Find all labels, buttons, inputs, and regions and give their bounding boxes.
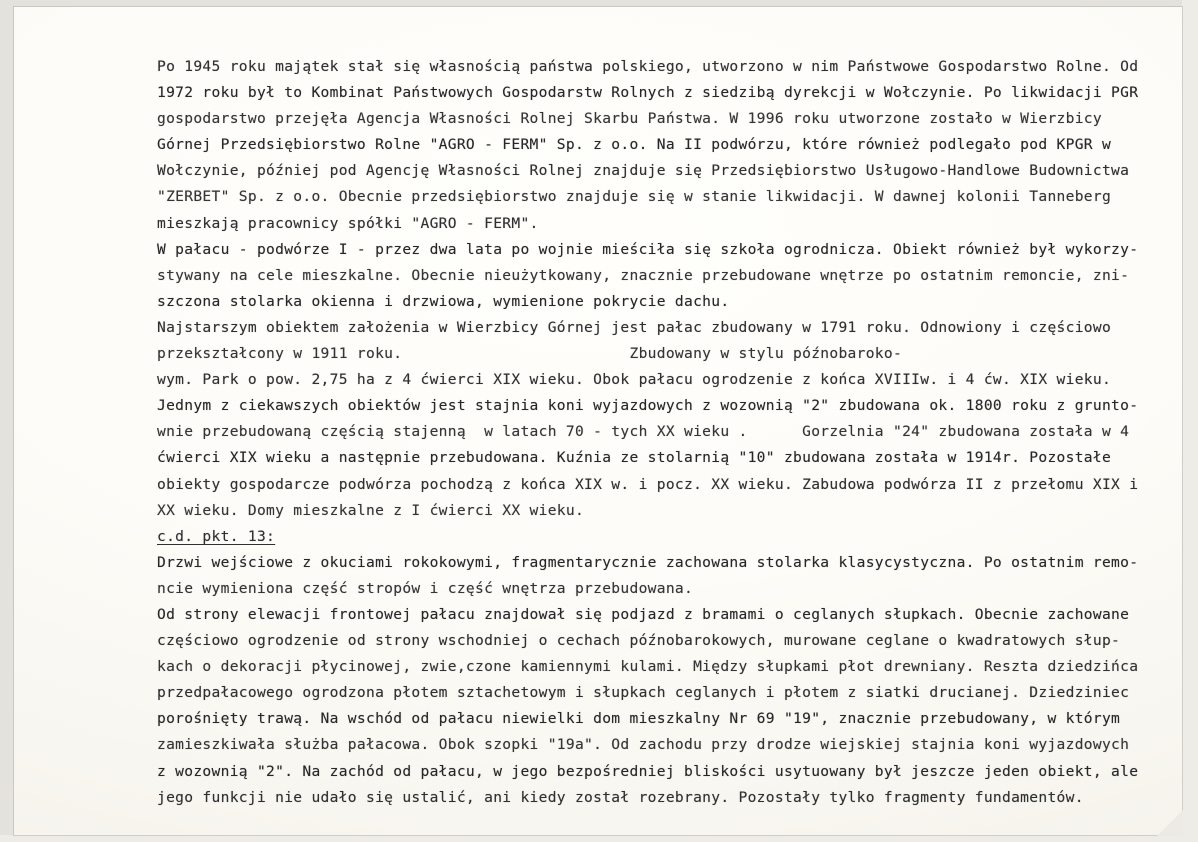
text-line xyxy=(157,393,1139,419)
text-line xyxy=(157,785,1084,811)
text-line-content: częściowo ogrodzenie od strony wschodniej o cechach późnobarokowych, murowane ceglane o kwadratowych słup- xyxy=(157,632,1121,650)
text-line xyxy=(157,732,1130,758)
text-line xyxy=(157,211,1081,237)
text-line xyxy=(157,106,1102,132)
text-line-content: jego funkcji nie udało się ustalić, ani kiedy został rozebrany. Pozostały tylko fragmenty fundamentów. xyxy=(157,788,1084,806)
text-line-content: przekształcony w 1911 roku. Zbudowany w stylu późnobaroko- xyxy=(157,345,903,363)
text-line xyxy=(157,524,1081,550)
text-line-content: przedpałacowego ogrodzona płotem sztachetowym i słupkach ceglanych i płotem z siatki drucianej. Dziedziniec xyxy=(157,684,1130,702)
text-line-content: gospodarstwo przejęła Agencja Własności Rolnej Skarbu Państwa. W 1996 roku utworzone zostało w Wierzbicy xyxy=(157,110,1102,128)
text-line xyxy=(157,289,1081,315)
text-line xyxy=(157,158,1130,184)
text-line xyxy=(157,184,1112,210)
text-line xyxy=(157,576,1081,602)
text-line-content: Górnej Przedsiębiorstwo Rolne "AGRO - FERM" Sp. z o.o. Na II podwórzu, które również podlegało pod KPGR w xyxy=(157,136,1112,154)
text-line xyxy=(157,602,1130,628)
text-line-content: ćwierci XIX wieku a następnie przebudowana. Kuźnia ze stolarnią "10" zbudowana została w 1914r. Pozostałe xyxy=(157,449,1112,467)
text-line-content: 1972 roku był to Kombinat Państwowych Gospodarstw Rolnych z siedzibą dyrekcji w Wołczynie. Po likwidacji PGR xyxy=(157,84,1139,102)
text-line xyxy=(157,341,1081,367)
text-line xyxy=(157,54,1139,80)
scanner-bed-top-edge xyxy=(0,0,1198,7)
text-line xyxy=(157,367,1112,393)
text-line-content: wym. Park o pow. 2,75 ha z 4 ćwierci XIX wieku. Obok pałacu ogrodzenie z końca XVIIIw. i 4 ćw. XIX wieku. xyxy=(157,371,1112,389)
scanner-bed-left-edge xyxy=(0,0,14,842)
text-line xyxy=(157,315,1112,341)
text-line-content: Od strony elewacji frontowej pałacu znajdował się podjazd z bramami o ceglanych słupkach. Obecnie zachowane xyxy=(157,605,1130,623)
text-line xyxy=(157,263,1130,289)
text-line-content: mieszkają pracownicy spółki "AGRO - FERM". xyxy=(157,214,539,232)
text-line xyxy=(157,472,1139,498)
typewritten-text-body xyxy=(157,54,1139,811)
text-line-content: ncie wymieniona część stropów i część wnętrza przebudowana. xyxy=(157,579,694,597)
text-line xyxy=(157,759,1139,785)
text-line xyxy=(157,132,1112,158)
section-heading: c.d. pkt. 13: xyxy=(157,527,276,545)
text-line-content: z wozownią "2". Na zachód od pałacu, w jego bezpośredniej bliskości usytuowany był jeszcze jeden obiekt, ale xyxy=(157,762,1139,780)
text-line-content: Jednym z ciekawszych obiektów jest stajnia koni wyjazdowych z wozownią "2" zbudowana ok. 1800 roku z grunto- xyxy=(157,397,1139,415)
text-line-content: porośnięty trawą. Na wschód od pałacu niewielki dom mieszkalny Nr 69 "19", znacznie przebudowany, w którym xyxy=(157,710,1121,728)
text-line xyxy=(157,498,1081,524)
text-line-content: wnie przebudowaną częścią stajenną w latach 70 - tych XX wieku . Gorzelnia "24" zbudowana została w 4 xyxy=(157,423,1130,441)
text-line-content: Po 1945 roku majątek stał się własnością państwa polskiego, utworzono w nim Państwowe Gospodarstwo Rolne. Od xyxy=(157,58,1139,75)
text-line xyxy=(157,680,1130,706)
text-line-content: kach o dekoracji płycinowej, zwie,czone kamiennymi kulami. Między słupkami płot drewniany. Reszta dziedzińca xyxy=(157,658,1139,676)
text-line-content: stywany na cele mieszkalne. Obecnie nieużytkowany, znacznie przebudowane wnętrze po ostatnim remoncie, zni- xyxy=(157,266,1130,284)
paper-sheet xyxy=(14,7,1182,835)
text-line-content: Najstarszym obiektem założenia w Wierzbicy Górnej jest pałac zbudowany w 1791 roku. Odnowiony i częściowo xyxy=(157,318,1112,336)
text-line xyxy=(157,550,1139,576)
text-line-content: zamieszkiwała służba pałacowa. Obok szopki "19a". Od zachodu przy drodze wiejskiej stajnia koni wyjazdowych xyxy=(157,736,1130,754)
text-line xyxy=(157,654,1139,680)
scanner-bed-bottom-edge xyxy=(0,835,1198,842)
text-line xyxy=(157,80,1139,106)
text-line-content: "ZERBET" Sp. z o.o. Obecnie przedsiębiorstwo znajduje się w stanie likwidacji. W dawnej kolonii Tanneberg xyxy=(157,188,1112,206)
text-line-content: szczona stolarka okienna i drzwiowa, wymienione pokrycie dachu. xyxy=(157,292,730,310)
text-line xyxy=(157,706,1121,732)
text-line-content: XX wieku. Domy mieszkalne z I ćwierci XX wieku. xyxy=(157,501,585,519)
text-line xyxy=(157,628,1121,654)
text-line-content: W pałacu - podwórze I - przez dwa lata po wojnie mieściła się szkoła ogrodnicza. Obiekt również był wykorzy- xyxy=(157,240,1139,258)
text-line xyxy=(157,237,1139,263)
scanner-bed-right-edge xyxy=(1182,0,1198,842)
text-line xyxy=(157,419,1130,445)
text-line xyxy=(157,445,1112,471)
text-line-content: obiekty gospodarcze podwórza pochodzą z końca XIX w. i pocz. XX wieku. Zabudowa podwórza II z przełomu XIX i xyxy=(157,475,1139,493)
text-line-content: Wołczynie, później pod Agencję Własności Rolnej znajduje się Przedsiębiorstwo Usługowo-Handlowe Budownictwa xyxy=(157,162,1130,180)
text-line-content: Drzwi wejściowe z okuciami rokokowymi, fragmentarycznie zachowana stolarka klasycystyczna. Po ostatnim remo- xyxy=(157,553,1139,571)
